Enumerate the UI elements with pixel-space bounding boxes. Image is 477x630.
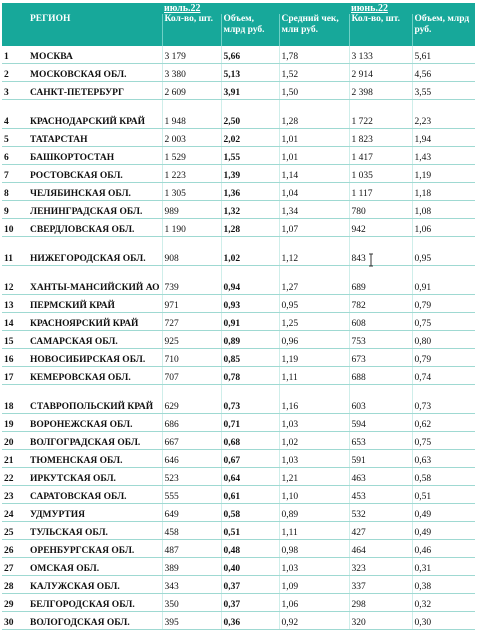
row-region: НИЖЕГОРОДСКАЯ ОБЛ.	[28, 237, 162, 266]
row-vol1: 1,28	[221, 219, 279, 237]
table-row	[2, 385, 475, 414]
row-qty1: 2 003	[162, 129, 221, 147]
row-vol2: 0,74	[412, 367, 475, 385]
row-number: 17	[2, 367, 28, 385]
row-avg: 1,03	[279, 414, 349, 432]
row-qty2: 1 722	[349, 100, 412, 129]
row-number: 27	[2, 558, 28, 576]
row-vol2: 1,43	[412, 147, 475, 165]
row-vol2: 0,79	[412, 349, 475, 367]
row-vol2: 2,23	[412, 100, 475, 129]
table-row	[2, 266, 475, 295]
row-vol1: 1,39	[221, 165, 279, 183]
row-qty1: 343	[162, 576, 221, 594]
row-avg: 1,02	[279, 432, 349, 450]
row-avg: 1,21	[279, 468, 349, 486]
table-body	[2, 46, 475, 630]
row-qty2: 673	[349, 349, 412, 367]
table-row	[2, 147, 475, 165]
row-vol1: 0,61	[221, 486, 279, 504]
row-qty2: 453	[349, 486, 412, 504]
row-region: ЧЕЛЯБИНСКАЯ ОБЛ.	[28, 183, 162, 201]
row-region: КРАСНОДАРСКИЙ КРАЙ	[28, 100, 162, 129]
row-region: СТАВРОПОЛЬСКИЙ КРАЙ	[28, 385, 162, 414]
row-number: 18	[2, 385, 28, 414]
header-avg: Средний чек, млн руб.	[279, 14, 349, 46]
row-qty1: 1 948	[162, 100, 221, 129]
row-vol1: 0,58	[221, 504, 279, 522]
table-row	[2, 129, 475, 147]
row-qty1: 389	[162, 558, 221, 576]
text-cursor-icon	[368, 253, 374, 267]
row-number: 30	[2, 612, 28, 630]
row-avg: 1,52	[279, 64, 349, 82]
row-number: 26	[2, 540, 28, 558]
table-row	[2, 576, 475, 594]
row-vol2: 4,56	[412, 64, 475, 82]
row-avg: 0,89	[279, 504, 349, 522]
table-row	[2, 82, 475, 100]
row-vol2: 0,51	[412, 486, 475, 504]
row-number: 13	[2, 295, 28, 313]
row-vol2: 0,30	[412, 612, 475, 630]
row-qty1: 971	[162, 295, 221, 313]
table-row	[2, 504, 475, 522]
row-qty2: 753	[349, 331, 412, 349]
region-table-container	[2, 3, 475, 630]
row-region: КАЛУЖСКАЯ ОБЛ.	[28, 576, 162, 594]
row-region: САРАТОВСКАЯ ОБЛ.	[28, 486, 162, 504]
row-avg: 1,07	[279, 219, 349, 237]
row-number: 11	[2, 237, 28, 266]
row-qty1: 646	[162, 450, 221, 468]
row-avg: 1,01	[279, 129, 349, 147]
row-vol1: 0,51	[221, 522, 279, 540]
row-vol1: 0,85	[221, 349, 279, 367]
row-vol2: 0,46	[412, 540, 475, 558]
row-number: 4	[2, 100, 28, 129]
header-qty1: Кол-во, шт.	[162, 14, 221, 46]
row-vol1: 0,89	[221, 331, 279, 349]
table-row	[2, 612, 475, 630]
row-avg: 1,34	[279, 201, 349, 219]
row-avg: 1,10	[279, 486, 349, 504]
row-qty2: 782	[349, 295, 412, 313]
row-qty1: 1 223	[162, 165, 221, 183]
table-row	[2, 331, 475, 349]
row-vol1: 0,64	[221, 468, 279, 486]
table-row	[2, 165, 475, 183]
row-vol1: 0,78	[221, 367, 279, 385]
row-qty2: 688	[349, 367, 412, 385]
row-number: 3	[2, 82, 28, 100]
row-vol2: 3,55	[412, 82, 475, 100]
row-number: 22	[2, 468, 28, 486]
table-row	[2, 219, 475, 237]
row-vol1: 0,36	[221, 612, 279, 630]
row-qty2: 3 133	[349, 46, 412, 64]
row-qty2: 1 035	[349, 165, 412, 183]
row-qty2: 298	[349, 594, 412, 612]
row-avg: 1,16	[279, 385, 349, 414]
row-qty2: 320	[349, 612, 412, 630]
row-number: 7	[2, 165, 28, 183]
row-number: 8	[2, 183, 28, 201]
row-qty2: 532	[349, 504, 412, 522]
row-region: МОСКОВСКАЯ ОБЛ.	[28, 64, 162, 82]
row-region: КРАСНОЯРСКИЙ КРАЙ	[28, 313, 162, 331]
row-qty1: 350	[162, 594, 221, 612]
row-vol2: 0,49	[412, 522, 475, 540]
table-row	[2, 100, 475, 129]
row-vol2: 0,95	[412, 237, 475, 266]
row-avg: 1,11	[279, 367, 349, 385]
row-qty2: 591	[349, 450, 412, 468]
row-avg: 1,19	[279, 349, 349, 367]
row-avg: 1,14	[279, 165, 349, 183]
row-vol2: 0,91	[412, 266, 475, 295]
header-qty2: Кол-во, шт.	[349, 14, 412, 46]
row-avg: 1,03	[279, 558, 349, 576]
period-header-row	[2, 3, 475, 14]
table-row	[2, 349, 475, 367]
table-row	[2, 295, 475, 313]
row-vol2: 0,75	[412, 313, 475, 331]
row-region: ВОЛОГОДСКАЯ ОБЛ.	[28, 612, 162, 630]
row-number: 15	[2, 331, 28, 349]
header-vol2: Объем, млрд руб.	[412, 14, 475, 46]
row-vol1: 0,91	[221, 313, 279, 331]
row-vol2: 0,79	[412, 295, 475, 313]
table-row	[2, 450, 475, 468]
table-row	[2, 486, 475, 504]
row-qty2: 653	[349, 432, 412, 450]
row-region: ПЕРМСКИЙ КРАЙ	[28, 295, 162, 313]
row-qty1: 908	[162, 237, 221, 266]
row-region: ВОРОНЕЖСКАЯ ОБЛ.	[28, 414, 162, 432]
row-vol1: 0,73	[221, 385, 279, 414]
row-qty1: 710	[162, 349, 221, 367]
row-vol1: 0,48	[221, 540, 279, 558]
row-vol1: 1,02	[221, 237, 279, 266]
row-qty2: 603	[349, 385, 412, 414]
row-avg: 1,11	[279, 522, 349, 540]
row-qty1: 1 305	[162, 183, 221, 201]
row-avg: 1,78	[279, 46, 349, 64]
row-number: 14	[2, 313, 28, 331]
row-avg: 0,92	[279, 612, 349, 630]
row-avg: 1,01	[279, 147, 349, 165]
row-qty1: 487	[162, 540, 221, 558]
table-row	[2, 64, 475, 82]
row-vol1: 0,67	[221, 450, 279, 468]
row-qty2: 1 417	[349, 147, 412, 165]
header-num	[2, 14, 28, 46]
row-avg: 1,28	[279, 100, 349, 129]
row-qty1: 925	[162, 331, 221, 349]
row-avg: 1,04	[279, 183, 349, 201]
period2-label: июнь.22	[349, 3, 475, 14]
row-region: ВОЛГОГРАДСКАЯ ОБЛ.	[28, 432, 162, 450]
row-vol2: 1,18	[412, 183, 475, 201]
column-header-row	[2, 14, 475, 46]
row-qty1: 2 609	[162, 82, 221, 100]
row-region: СВЕРДЛОВСКАЯ ОБЛ.	[28, 219, 162, 237]
row-qty2: 463	[349, 468, 412, 486]
row-qty1: 629	[162, 385, 221, 414]
row-vol1: 1,32	[221, 201, 279, 219]
row-number: 10	[2, 219, 28, 237]
row-vol2: 0,49	[412, 504, 475, 522]
row-number: 21	[2, 450, 28, 468]
row-region: ОРЕНБУРГСКАЯ ОБЛ.	[28, 540, 162, 558]
row-qty2: 2 398	[349, 82, 412, 100]
row-vol2: 0,32	[412, 594, 475, 612]
row-vol2: 0,31	[412, 558, 475, 576]
table-row	[2, 367, 475, 385]
row-number: 16	[2, 349, 28, 367]
row-vol1: 3,91	[221, 82, 279, 100]
row-qty1: 1 529	[162, 147, 221, 165]
row-region: УДМУРТИЯ	[28, 504, 162, 522]
row-avg: 1,06	[279, 594, 349, 612]
row-region: ТАТАРСТАН	[28, 129, 162, 147]
row-qty1: 1 190	[162, 219, 221, 237]
row-qty1: 739	[162, 266, 221, 295]
row-number: 19	[2, 414, 28, 432]
row-region: САНКТ-ПЕТЕРБУРГ	[28, 82, 162, 100]
row-number: 28	[2, 576, 28, 594]
row-qty1: 686	[162, 414, 221, 432]
row-vol2: 0,80	[412, 331, 475, 349]
table-row	[2, 594, 475, 612]
row-avg: 0,95	[279, 295, 349, 313]
period1-label: июль.22	[162, 3, 349, 14]
row-vol2: 1,94	[412, 129, 475, 147]
row-region: БЕЛГОРОДСКАЯ ОБЛ.	[28, 594, 162, 612]
row-avg: 1,12	[279, 237, 349, 266]
row-number: 29	[2, 594, 28, 612]
row-qty2: 843	[349, 237, 412, 266]
row-vol1: 0,37	[221, 576, 279, 594]
row-vol2: 1,06	[412, 219, 475, 237]
table-row	[2, 201, 475, 219]
table-row	[2, 414, 475, 432]
row-region: РОСТОВСКАЯ ОБЛ.	[28, 165, 162, 183]
row-number: 25	[2, 522, 28, 540]
row-qty2: 427	[349, 522, 412, 540]
row-vol1: 5,66	[221, 46, 279, 64]
row-qty1: 3 179	[162, 46, 221, 64]
row-qty2: 608	[349, 313, 412, 331]
row-qty1: 555	[162, 486, 221, 504]
row-vol1: 1,36	[221, 183, 279, 201]
row-vol1: 0,71	[221, 414, 279, 432]
row-vol1: 0,94	[221, 266, 279, 295]
row-avg: 0,98	[279, 540, 349, 558]
row-region: МОСКВА	[28, 46, 162, 64]
row-avg: 1,50	[279, 82, 349, 100]
row-region: ТУЛЬСКАЯ ОБЛ.	[28, 522, 162, 540]
row-vol1: 0,68	[221, 432, 279, 450]
row-region: ИРКУТСКАЯ ОБЛ.	[28, 468, 162, 486]
row-vol1: 0,40	[221, 558, 279, 576]
row-avg: 0,96	[279, 331, 349, 349]
row-qty2: 1 117	[349, 183, 412, 201]
row-qty1: 727	[162, 313, 221, 331]
header-region: РЕГИОН	[28, 14, 162, 46]
row-number: 1	[2, 46, 28, 64]
row-region: САМАРСКАЯ ОБЛ.	[28, 331, 162, 349]
row-region: БАШКОРТОСТАН	[28, 147, 162, 165]
row-avg: 1,25	[279, 313, 349, 331]
row-region: ХАНТЫ-МАНСИЙСКИЙ АО	[28, 266, 162, 295]
row-qty1: 458	[162, 522, 221, 540]
row-qty2: 2 914	[349, 64, 412, 82]
row-number: 2	[2, 64, 28, 82]
table-row	[2, 46, 475, 64]
row-avg: 1,27	[279, 266, 349, 295]
row-qty2: 689	[349, 266, 412, 295]
row-vol2: 1,19	[412, 165, 475, 183]
row-vol1: 5,13	[221, 64, 279, 82]
row-vol1: 0,93	[221, 295, 279, 313]
row-qty1: 3 380	[162, 64, 221, 82]
row-number: 20	[2, 432, 28, 450]
row-vol2: 1,08	[412, 201, 475, 219]
row-qty2: 337	[349, 576, 412, 594]
row-qty1: 395	[162, 612, 221, 630]
row-number: 24	[2, 504, 28, 522]
row-vol2: 5,61	[412, 46, 475, 64]
table-row	[2, 522, 475, 540]
table-row	[2, 313, 475, 331]
header-blank-region	[28, 3, 162, 14]
row-vol2: 0,62	[412, 414, 475, 432]
row-qty1: 667	[162, 432, 221, 450]
header-blank-num	[2, 3, 28, 14]
row-region: НОВОСИБИРСКАЯ ОБЛ.	[28, 349, 162, 367]
row-vol1: 2,50	[221, 100, 279, 129]
header-vol1: Объем, млрд руб.	[221, 14, 279, 46]
row-qty1: 649	[162, 504, 221, 522]
row-vol2: 0,58	[412, 468, 475, 486]
row-qty2: 464	[349, 540, 412, 558]
row-qty2: 942	[349, 219, 412, 237]
row-vol2: 0,73	[412, 385, 475, 414]
table-row	[2, 468, 475, 486]
row-qty1: 523	[162, 468, 221, 486]
row-qty2: 780	[349, 201, 412, 219]
row-region: ЛЕНИНГРАДСКАЯ ОБЛ.	[28, 201, 162, 219]
table-row	[2, 237, 475, 266]
row-vol1: 2,02	[221, 129, 279, 147]
row-number: 23	[2, 486, 28, 504]
row-region: ТЮМЕНСКАЯ ОБЛ.	[28, 450, 162, 468]
row-vol2: 0,38	[412, 576, 475, 594]
table-row	[2, 183, 475, 201]
row-vol1: 1,55	[221, 147, 279, 165]
row-qty2: 594	[349, 414, 412, 432]
row-qty1: 989	[162, 201, 221, 219]
row-number: 12	[2, 266, 28, 295]
row-qty2: 1 823	[349, 129, 412, 147]
row-avg: 1,09	[279, 576, 349, 594]
region-table	[2, 3, 475, 630]
table-row	[2, 432, 475, 450]
table-row	[2, 558, 475, 576]
row-vol2: 0,75	[412, 432, 475, 450]
row-vol1: 0,37	[221, 594, 279, 612]
row-qty1: 707	[162, 367, 221, 385]
row-region: ОМСКАЯ ОБЛ.	[28, 558, 162, 576]
row-qty2: 323	[349, 558, 412, 576]
row-region: КЕМЕРОВСКАЯ ОБЛ.	[28, 367, 162, 385]
row-avg: 1,03	[279, 450, 349, 468]
row-number: 5	[2, 129, 28, 147]
row-vol2: 0,63	[412, 450, 475, 468]
table-row	[2, 540, 475, 558]
row-number: 9	[2, 201, 28, 219]
row-number: 6	[2, 147, 28, 165]
